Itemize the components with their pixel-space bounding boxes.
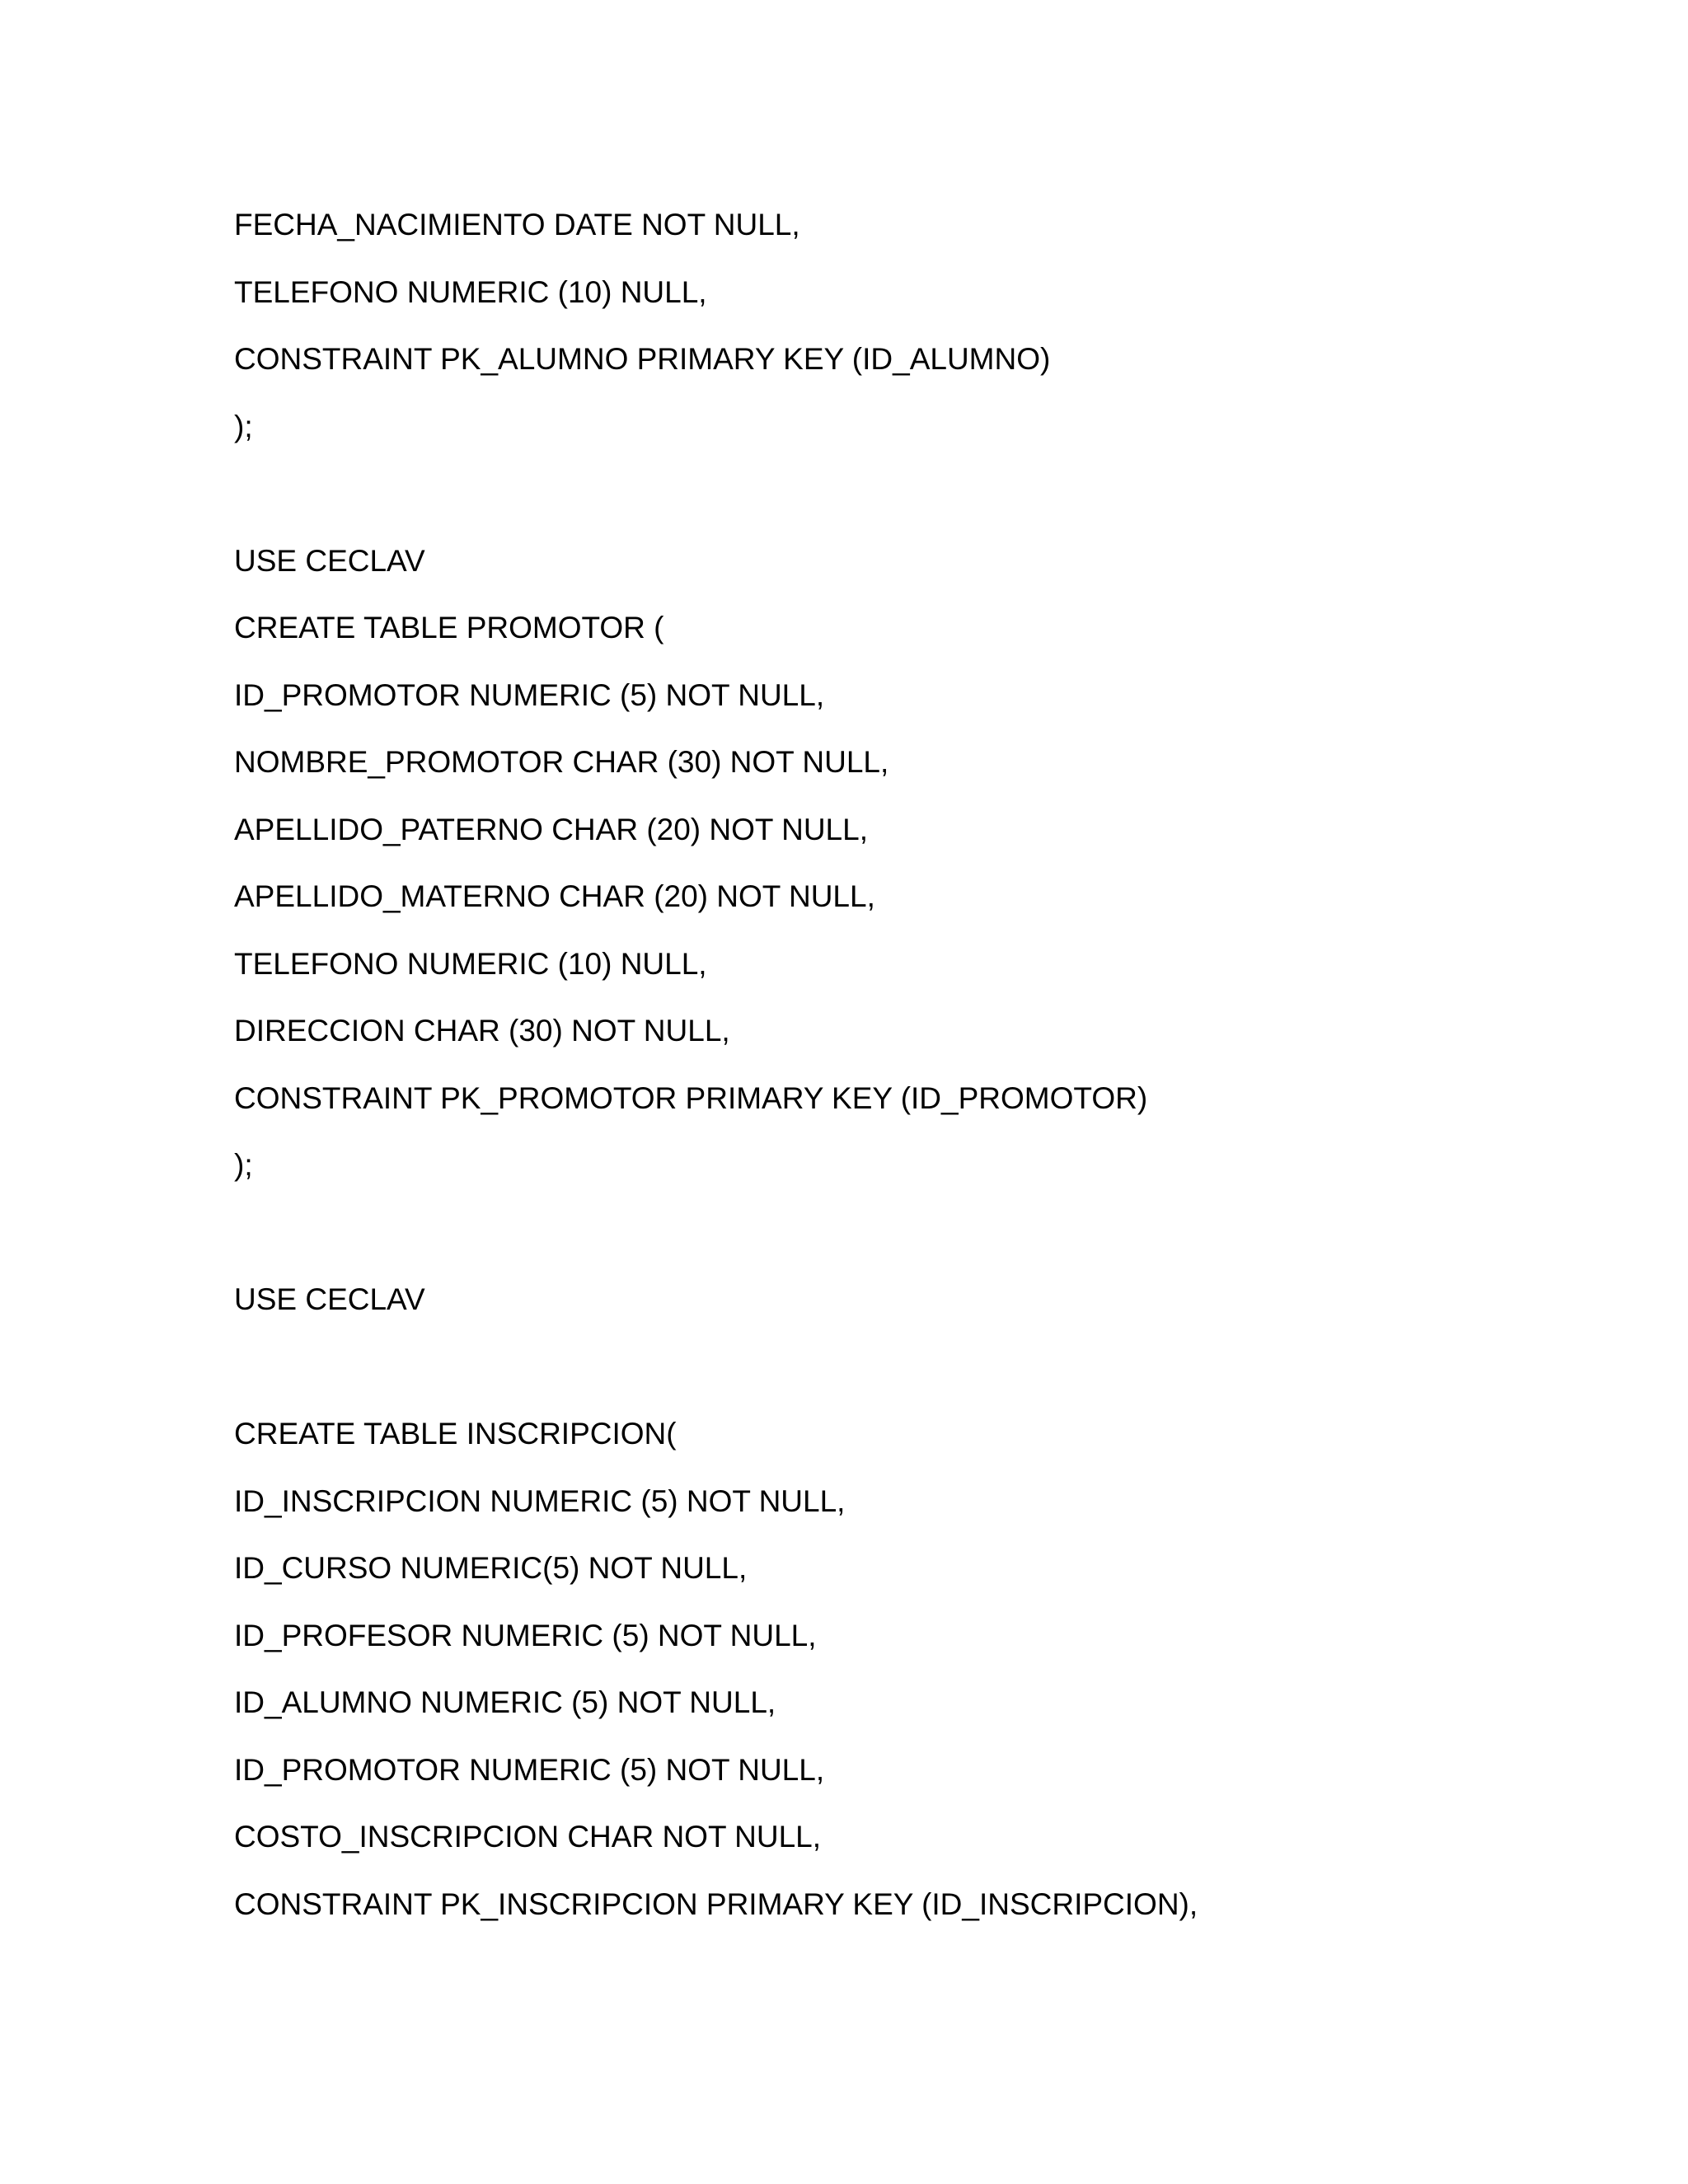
text-line: ID_PROFESOR NUMERIC (5) NOT NULL, — [234, 1618, 817, 1652]
text-line: ID_PROMOTOR NUMERIC (5) NOT NULL, — [234, 677, 825, 712]
text-line: ID_PROMOTOR NUMERIC (5) NOT NULL, — [234, 1752, 825, 1787]
blank-line — [234, 1199, 1553, 1267]
text-line: NOMBRE_PROMOTOR CHAR (30) NOT NULL, — [234, 745, 889, 779]
text-line: ID_ALUMNO NUMERIC (5) NOT NULL, — [234, 1685, 776, 1719]
text-line: CONSTRAINT PK_ALUMNO PRIMARY KEY (ID_ALUMNO) — [234, 342, 1051, 376]
blank-line — [234, 460, 1553, 527]
blank-line — [234, 1333, 1553, 1401]
text-line: ID_CURSO NUMERIC(5) NOT NULL, — [234, 1551, 748, 1585]
text-line: DIRECCION CHAR (30) NOT NULL, — [234, 1014, 730, 1047]
text-line: CONSTRAINT PK_PROMOTOR PRIMARY KEY (ID_PROMOTOR) — [234, 1080, 1148, 1115]
text-line: TELEFONO NUMERIC (10) NULL, — [234, 946, 707, 981]
text-line: ID_INSCRIPCION NUMERIC (5) NOT NULL, — [234, 1483, 846, 1518]
text-line: CREATE TABLE PROMOTOR ( — [234, 611, 664, 644]
text-line: APELLIDO_PATERNO CHAR (20) NOT NULL, — [234, 812, 868, 846]
document-body — [234, 191, 1553, 1938]
text-line: USE CECLAV — [234, 543, 425, 578]
text-line: CREATE TABLE INSCRIPCION( — [234, 1417, 677, 1451]
text-line: TELEFONO NUMERIC (10) NULL, — [234, 274, 707, 309]
text-line: FECHA_NACIMIENTO DATE NOT NULL, — [234, 208, 800, 241]
text-line: CONSTRAINT PK_INSCRIPCION PRIMARY KEY (ID_INSCRIPCION), — [234, 1886, 1198, 1921]
text-line: COSTO_INSCRIPCION CHAR NOT NULL, — [234, 1820, 822, 1854]
text-line: ); — [234, 409, 253, 443]
text-line: APELLIDO_MATERNO CHAR (20) NOT NULL, — [234, 879, 875, 913]
text-line: USE CECLAV — [234, 1282, 425, 1316]
text-line: ); — [234, 1148, 253, 1182]
